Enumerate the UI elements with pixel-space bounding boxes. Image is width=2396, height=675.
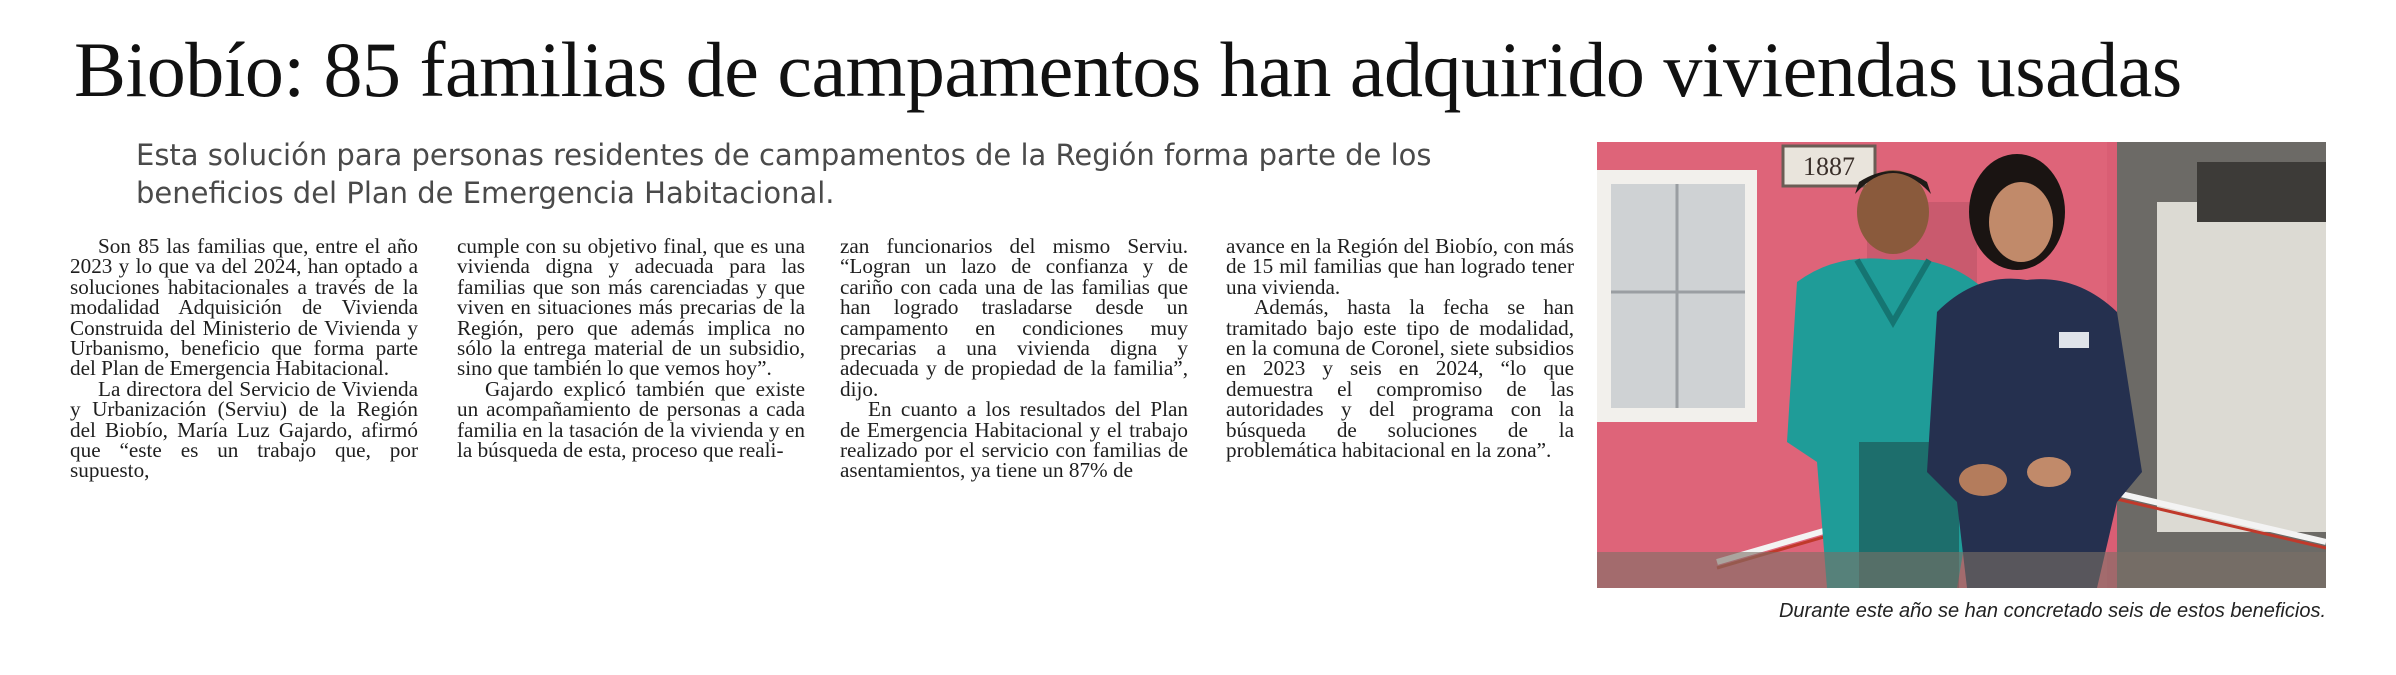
body-paragraph: Son 85 las familias que, entre el año 2023 y lo que va del 2024, han optado a soluciones habitacionales a través de la modalidad Adquisición de Vivienda Construida del Ministerio de Vivienda y Urbanismo, beneficio que forma parte del Plan de Emergencia Habitacional.	[70, 234, 418, 381]
deck-subtitle: Esta solución para personas residentes de campamentos de la Región forma parte de los beneficios del Plan de Emergencia Habitacional.	[136, 138, 1432, 210]
photo-caption: Durante este año se han concretado seis de estos beneficios.	[1778, 600, 2326, 622]
house-number: 1887	[1803, 152, 1855, 181]
text-column-4	[1226, 234, 1574, 463]
headline: Biobío: 85 familias de campamentos han adquirido viviendas usadas	[74, 26, 2182, 113]
body-paragraph: Gajardo explicó también que existe un acompañamiento de personas a cada familia en la tasación de la vivienda y en la búsqueda de esta, proceso que reali-	[457, 376, 805, 463]
body-paragraph: Además, hasta la fecha se han tramitado bajo este tipo de modalidad, en la comuna de Coronel, siete subsidios en 2023 y seis en 2024, “lo que demuestra el compromiso de las autoridades y del programa con la búsqueda de soluciones de la problemática habitacional en la zona”.	[1226, 295, 1574, 463]
body-paragraph: cumple con su objetivo final, que es una vivienda digna y adecuada para las familias que son más carenciadas y que viven en situaciones más precarias de la Región, pero que además implica no sólo la entrega material de un subsidio, sino que también lo que vemos hoy”.	[457, 234, 805, 381]
text-column-2	[457, 234, 805, 463]
body-paragraph: En cuanto a los resultados del Plan de Emergencia Habitacional y el trabajo realizado por el servicio con familias de asentamientos, ya tiene un 87% de	[840, 397, 1188, 483]
body-paragraph: avance en la Región del Biobío, con más de 15 mil familias que han logrado tener una vivienda.	[1226, 234, 1574, 299]
text-column-1	[70, 236, 418, 481]
article-photo	[1597, 142, 2326, 588]
body-paragraph: La directora del Servicio de Vivienda y Urbanización (Serviu) de la Región del Biobío, María Luz Gajardo, afirmó que “este es un trabajo que, por supuesto,	[70, 376, 418, 483]
text-column-3	[840, 236, 1188, 481]
body-paragraph: zan funcionarios del mismo Serviu. “Logran un lazo de confianza y de cariño con cada una de las familias que han logrado trasladarse desde un campamento en condiciones muy precarias a una vivienda digna y adecuada y de propiedad de la familia”, dijo.	[840, 234, 1188, 401]
